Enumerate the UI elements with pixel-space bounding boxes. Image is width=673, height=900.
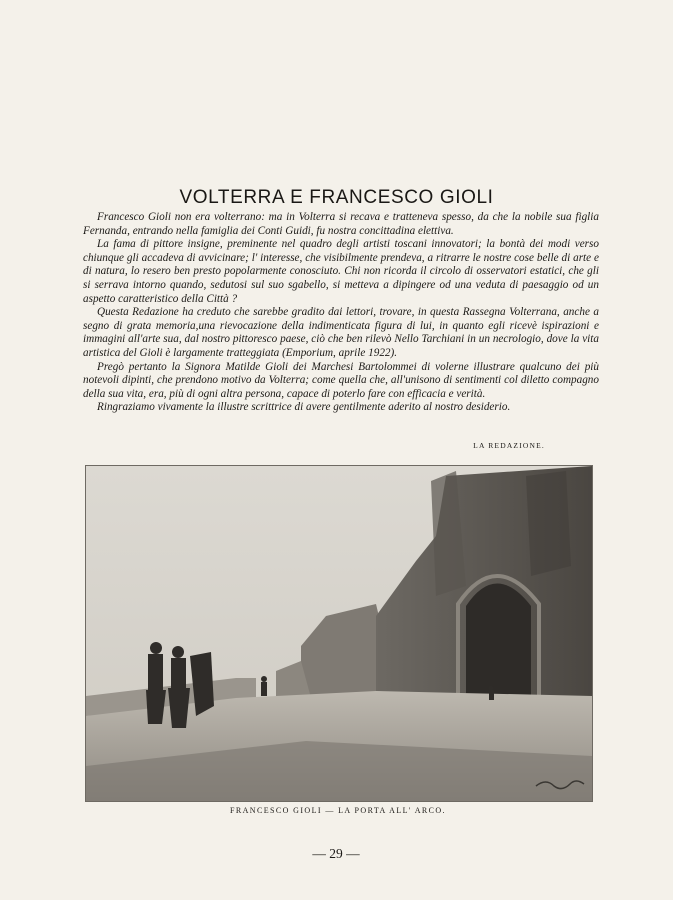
paragraph-3: Questa Redazione ha creduto che sarebbe gradito dai lettori, trovare, in questa Rassegna Volterrana, anche a segno di grata memoria,una rievocazione della indimenticata figura di lui, in quanto egli ricevè ispirazioni e immagini all'arte sua, dal nostro pittoresco paese, ciò che ben rilevò Nello Tarchiani in un necrologio, dove la vita artistica del Gioli è largamente tratteggiata (Emporium, aprile 1922). — [83, 306, 599, 359]
page-number: — 29 — — [312, 846, 360, 861]
article-title: VOLTERRA E FRANCESCO GIOLI — [179, 186, 494, 208]
painting-image — [85, 465, 593, 802]
paragraph-5: Ringraziamo vivamente la illustre scrittrice di avere gentilmente aderito al nostro desiderio. — [97, 401, 511, 414]
paragraph-2: La fama di pittore insigne, preminente nel quadro degli artisti toscani innovatori; la bontà dei modi verso chiunque gli accadeva di avvicinare; l' interesse, che visibilmente prendeva, a ritrarre le nostre cose belle di arte e di natura, lo resero ben presto popolarmente conosciuto. Chi non ricorda il circolo di osservatori estatici, che gli si serrava intorno quando, sedutosi sul suo sgabello, si metteva a dipingere od una veduta di paesaggio od un aspetto caratteristico della Città ? — [83, 238, 599, 305]
signature: LA REDAZIONE. — [473, 441, 545, 450]
paragraph-1: Francesco Gioli non era volterrano: ma in Volterra si recava e tratteneva spesso, da che la nobile sua figlia Fernanda, entrando nella famiglia dei Conti Guidi, fu nostra concittadina elettiva. — [83, 211, 599, 237]
paragraph-4: Pregò pertanto la Signora Matilde Gioli dei Marchesi Bartolommei di volerne illustrare qualcuno dei più notevoli dipinti, che prendono motivo da Volterra; come quella che, all'unisono di sentimenti col diletto compagno della sua vita, era, più di ogni altra persona, capace di poterlo fare con efficacia e verità. — [83, 360, 599, 400]
figure-caption: FRANCESCO GIOLI — LA PORTA ALL' ARCO. — [230, 806, 446, 815]
article-body — [83, 211, 599, 415]
